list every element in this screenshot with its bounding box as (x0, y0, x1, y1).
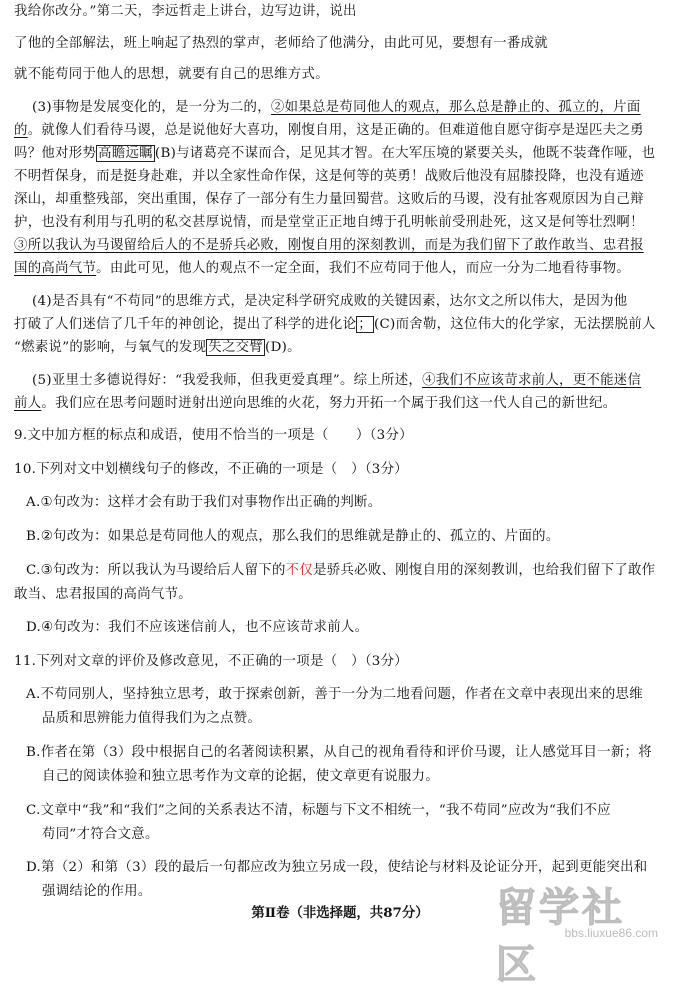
para5-line-1: (5)亚里士多德说得好：“我爱我师，但我更爱真理”。综上所述，④我们不应该苛求前人，更不能迷信 (32, 373, 642, 388)
para3-line-5: 深山，却重整残部，突出重围，保存了一部分有生力量回蜀营。这败后的马谡，没有扯客观原因为自己辩 (14, 192, 644, 207)
para4-line-3: “燃素说”的影响，与氧气的发现 失之交臂 (D)。 (14, 340, 301, 355)
question-11-option-d-cont: 强调结论的作用。 (42, 884, 152, 899)
underlined-sentence-4-end: 前人 (14, 396, 42, 411)
underlined-sentence-2-end: 的 (14, 123, 28, 138)
watermark-logo: 留学社区 (496, 886, 625, 987)
passage-line-3: 就不能苟同于他人的思想，就要有自己的思维方式。 (14, 67, 329, 82)
question-11-option-a-cont: 品质和思辨能力值得我们为之点赞。 (42, 711, 262, 726)
para3-line-1: (3)事物是发展变化的，是一分为二的，②如果总是苟同他人的观点，那么总是静止的、孤立的，片面 (32, 100, 641, 115)
highlight-red-word: 不仅 (285, 563, 314, 578)
para3-line-3: 吗？他对形势 高瞻远瞩 (B)与诸葛亮不谋而合，足见其才智。在大军压境的紧要关头，他既不装聋作哑，也 (14, 146, 656, 161)
question-11-stem: 11.下列对文章的评价及修改意见，不正确的一项是（ ）（3分） (14, 654, 408, 669)
question-11-option-c-cont: 苟同”才符合文意。 (42, 827, 159, 842)
para4-line-2: 打破了人们迷信了几千年的神创论，提出了科学的进化论 ； (C)而舍勒，这位伟大的化学家，无法摆脱前人 (14, 317, 656, 332)
para3-line-2: 的。就像人们看待马谡，总是说他好大喜功，刚愎自用，这是正确的。但难道他自愿守街亭是逞匹夫之勇 (14, 123, 644, 138)
question-11-option-c: C.文章中“我”和“我们”之间的关系表达不清，标题与下文不相统一，“我不苟同”应改为“我们不应 (26, 803, 611, 818)
watermark-url: bbs.liuxue86.com (564, 926, 658, 940)
underlined-sentence-4: ④我们不应该苛求前人，更不能迷信 (422, 373, 642, 388)
section-title: 第Ⅱ卷（非选择题，共87分） (251, 905, 429, 921)
boxed-idiom-b: 高瞻远瞩 (98, 146, 153, 161)
question-10-option-a: A.①句改为：这样才会有助于我们对事物作出正确的判断。 (26, 495, 382, 510)
para3-line-6: 护，也没有利用与孔明的私交甚厚说情，而是堂堂正正地自缚于孔明帐前受刑赴死，这又是何等壮烈啊！ (14, 215, 644, 230)
para3-line-8: 国的高尚气节。由此可见，他人的观点不一定全面，我们不应苟同于他人，而应一分为二地看待事物。 (14, 261, 631, 276)
passage-line-2: 了他的全部解法，班上响起了热烈的掌声，老师给了他满分，由此可见，要想有一番成就 (14, 36, 548, 51)
boxed-idiom-d: 失之交臂 (208, 340, 264, 355)
question-11-option-a: A.不苟同别人，坚持独立思考，敢于探索创新，善于一分为二地看问题，作者在文章中表现出来的思维 (26, 687, 643, 702)
question-9: 9.文中加方框的标点和成语，使用不恰当的一项是（ ）（3分） (14, 428, 413, 443)
question-10-option-c: C.③句改为：所以我认为马谡给后人留下的不仅是骄兵必败、刚愎自用的深刻教训，也给我们留下了敢作 (26, 563, 656, 578)
underlined-sentence-3: ③所以我认为马谡留给后人的不是骄兵必败，刚愎自用的深刻教训，而是为我们留下了敢作敢当、忠君报 (14, 238, 644, 253)
underlined-sentence-2: ②如果总是苟同他人的观点，那么总是静止的、孤立的，片面 (270, 100, 641, 115)
underlined-sentence-3-end: 国的高尚气节 (14, 261, 97, 276)
question-10-option-d: D.④句改为：我们不应该迷信前人，也不应该苛求前人。 (26, 620, 369, 635)
passage-line-1: 我给你改分。”第二天，李远哲走上讲台，边写边讲，说出 (14, 4, 357, 19)
watermark (496, 876, 666, 987)
boxed-punctuation-c: ； (358, 317, 372, 332)
question-10-option-c-cont: 敢当、忠君报国的高尚气节。 (14, 587, 192, 602)
para3-line-4: 不明哲保身，而是挺身赴难，并以全家性命作保，这是何等的英勇！战败后他没有屈膝投降，也没有遁迹 (14, 169, 644, 184)
para4-line-1: (4)是否具有“不苟同”的思维方式，是决定科学研究成败的关键因素，达尔文之所以伟大，是因为他 (32, 294, 628, 309)
question-11-option-b-cont: 自己的阅读体验和独立思考作为文章的论据，使文章更有说服力。 (42, 769, 440, 784)
question-10-option-b: B.②句改为：如果总是苟同他人的观点，那么我们的思维就是静止的、孤立的、片面的。 (26, 529, 560, 544)
para3-line-7 (14, 235, 666, 257)
question-11-option-d: D.第（2）和第（3）段的最后一句都应改为独立另成一段，使结论与材料及论证分开，起到更能突出和 (26, 860, 648, 875)
para5-line-2: 前人。我们应在思考问题时迸射出逆向思维的火花，努力开拓一个属于我们这一代人自己的新世纪。 (14, 396, 617, 411)
question-10-stem: 10.下列对文中划横线句子的修改，不正确的一项是（ ）（3分） (14, 462, 408, 477)
question-11-option-b: B.作者在第（3）段中根据自己的名著阅读积累，从自己的视角看待和评价马谡，让人感觉耳目一新；将 (26, 745, 652, 760)
